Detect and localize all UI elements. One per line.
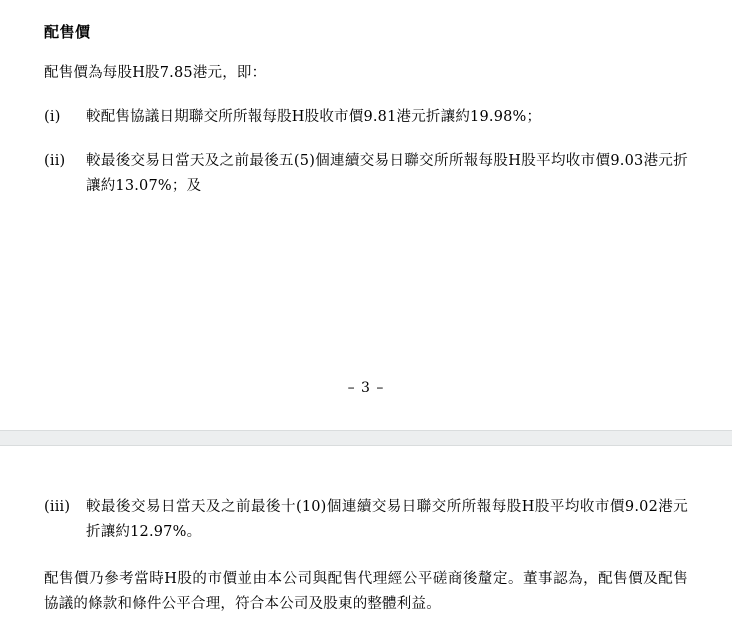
intro-paragraph: 配售價為每股H股7.85港元，即： — [44, 65, 267, 81]
list-item-text: 較最後交易日當天及之前最後十(10)個連續交易日聯交所所報每股H股平均收市價9.02港元折讓約12.97%。 — [86, 499, 688, 540]
list-item-text: 較配售協議日期聯交所所報每股H股收市價9.81港元折讓約19.98%； — [86, 108, 542, 125]
list-item-text: 較最後交易日當天及之前最後五(5)個連續交易日聯交所所報每股H股平均收市價9.03港元折讓約13.07%；及 — [86, 152, 688, 194]
page-1-content — [0, 22, 732, 199]
list-item — [44, 495, 688, 545]
list-item-marker: (i) — [44, 108, 61, 125]
closing-paragraph: 配售價乃參考當時H股的市價並由本公司與配售代理經公平磋商後釐定。董事認為，配售價及配售協議的條款和條件公平合理，符合本公司及股東的整體利益。 — [44, 570, 688, 612]
list-item-marker: (ii) — [44, 152, 66, 169]
list-item — [44, 149, 688, 199]
page-separator — [0, 430, 732, 446]
document-page-2 — [0, 447, 732, 637]
list-item — [44, 105, 688, 130]
page-2-content — [0, 447, 732, 617]
section-heading: 配售價 — [44, 23, 91, 41]
page-number: – 3 – — [347, 380, 385, 396]
list-item-marker: (iii) — [44, 499, 71, 515]
